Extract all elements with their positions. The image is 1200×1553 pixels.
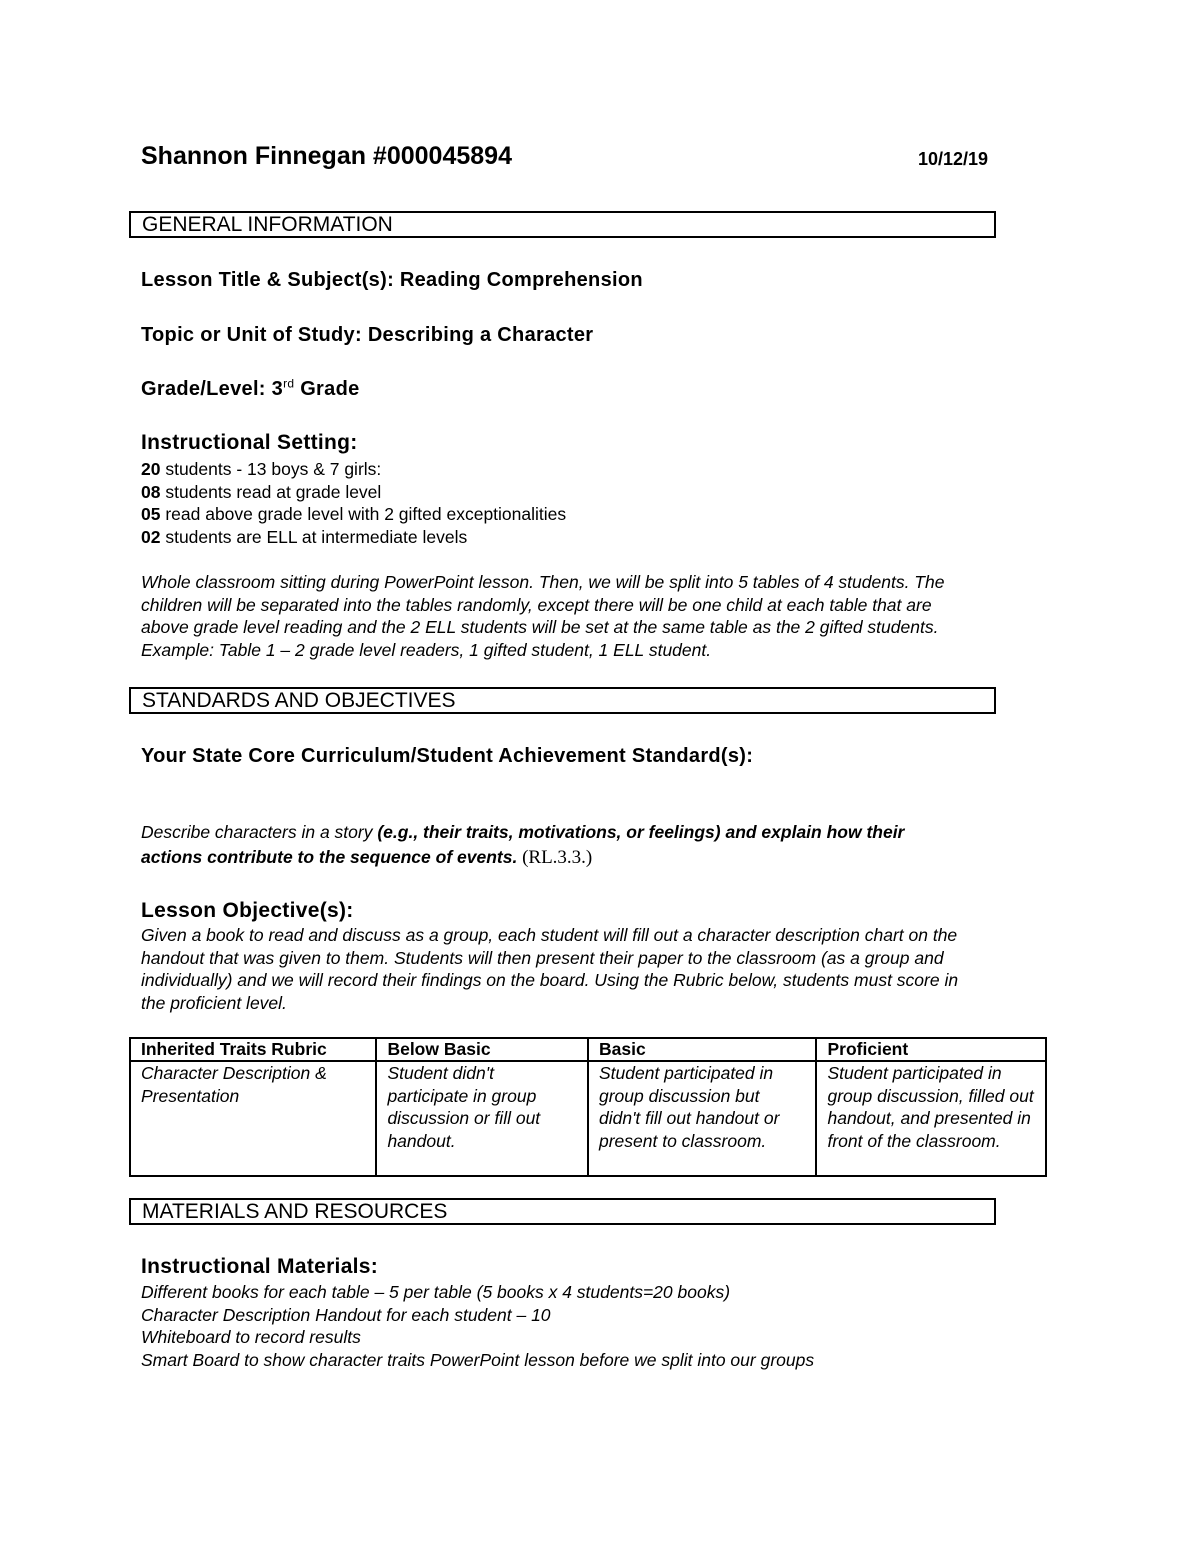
- grade-word: Grade: [294, 378, 360, 400]
- materials-item: Whiteboard to record results: [141, 1327, 361, 1347]
- rubric-cell: Student didn't participate in group discussion or fill out handout.: [376, 1061, 588, 1176]
- topic-line: [141, 324, 593, 347]
- paragraph-line: Whole classroom sitting during PowerPoint lesson. Then, we will be split into 5 tables of 4 students. The: [141, 572, 945, 592]
- paragraph-line: Example: Table 1 – 2 grade level readers, 1 gifted student, 1 ELL student.: [141, 639, 712, 660]
- lesson-title-line: [141, 269, 643, 292]
- rubric-cell: Student participated in group discussion but didn't fill out handout or present to classroom.: [588, 1061, 817, 1176]
- state-core-curriculum-label: Your State Core Curriculum/Student Achievement Standard(s):: [141, 745, 754, 767]
- lesson-title-value: Reading Comprehension: [399, 269, 643, 291]
- materials-item: Smart Board to show character traits PowerPoint lesson before we split into our groups: [141, 1349, 815, 1370]
- paragraph-line: above grade level reading and the 2 ELL students will be set at the same table as the 2 gifted students.: [141, 617, 939, 637]
- instructional-setting-label: Instructional Setting:: [141, 431, 358, 454]
- grade-suffix: rd: [283, 376, 295, 391]
- topic-value: Describing a Character: [367, 324, 594, 346]
- section-standards-objectives: STANDARDS AND OBJECTIVES: [129, 687, 996, 714]
- rubric-table: [129, 1037, 1047, 1177]
- rubric-header-cell: Inherited Traits Rubric: [130, 1038, 376, 1061]
- materials-item: Different books for each table – 5 per table (5 books x 4 students=20 books): [141, 1282, 731, 1302]
- objective-paragraph: [141, 924, 958, 1014]
- materials-list: [141, 1281, 814, 1371]
- document-date: 10/12/19: [918, 149, 989, 169]
- setting-line: 05 read above grade level with 2 gifted exceptionalities: [141, 504, 567, 524]
- paragraph-line: handout that was given to them. Students will then present their paper to the classroom (as a group and: [141, 947, 944, 968]
- standard-text: Describe characters in a story (e.g., their traits, motivations, or feelings) and explain how their actions contribute to the sequence of events. (RL.3.3.): [141, 822, 905, 868]
- setting-paragraph: [141, 571, 944, 661]
- grade-line: [141, 378, 360, 401]
- instructional-materials-label: Instructional Materials:: [141, 1255, 379, 1278]
- rubric-header-cell: Below Basic: [376, 1038, 588, 1061]
- setting-line: 08 students read at grade level: [141, 481, 382, 502]
- section-general-information: GENERAL INFORMATION: [129, 211, 996, 238]
- standard-code: (RL.3.3.): [517, 847, 593, 868]
- setting-line: 20 students - 13 boys & 7 girls:: [141, 459, 382, 479]
- lesson-title-label: Lesson Title & Subject(s):: [141, 269, 400, 291]
- paragraph-line: the proficient level.: [141, 992, 287, 1013]
- lesson-objectives-label: Lesson Objective(s):: [141, 899, 354, 922]
- paragraph-line: Given a book to read and discuss as a group, each student will fill out a character description chart on the: [141, 925, 958, 945]
- grade-number: 3: [271, 378, 284, 400]
- rubric-header-cell: Basic: [588, 1038, 817, 1061]
- grade-label: Grade/Level:: [141, 378, 272, 400]
- setting-line: 02 students are ELL at intermediate levels: [141, 526, 468, 547]
- rubric-cell: Character Description & Presentation: [130, 1061, 376, 1176]
- materials-item: Character Description Handout for each student – 10: [141, 1304, 551, 1325]
- setting-list: [141, 458, 566, 548]
- section-materials-resources: MATERIALS AND RESOURCES: [129, 1198, 996, 1225]
- rubric-cell: Student participated in group discussion, filled out handout, and presented in front of the classroom.: [816, 1061, 1046, 1176]
- rubric-header-cell: Proficient: [816, 1038, 1046, 1061]
- rubric-header-row: [130, 1038, 1046, 1061]
- paragraph-line: children will be separated into the tables randomly, except there will be one child at each table that are: [141, 594, 932, 615]
- teacher-name-heading: Shannon Finnegan #000045894: [141, 142, 512, 170]
- paragraph-line: individually) and we will record their findings on the board. Using the Rubric below, students must score in: [141, 970, 959, 990]
- rubric-row: [130, 1061, 1046, 1176]
- topic-label: Topic or Unit of Study:: [141, 324, 368, 346]
